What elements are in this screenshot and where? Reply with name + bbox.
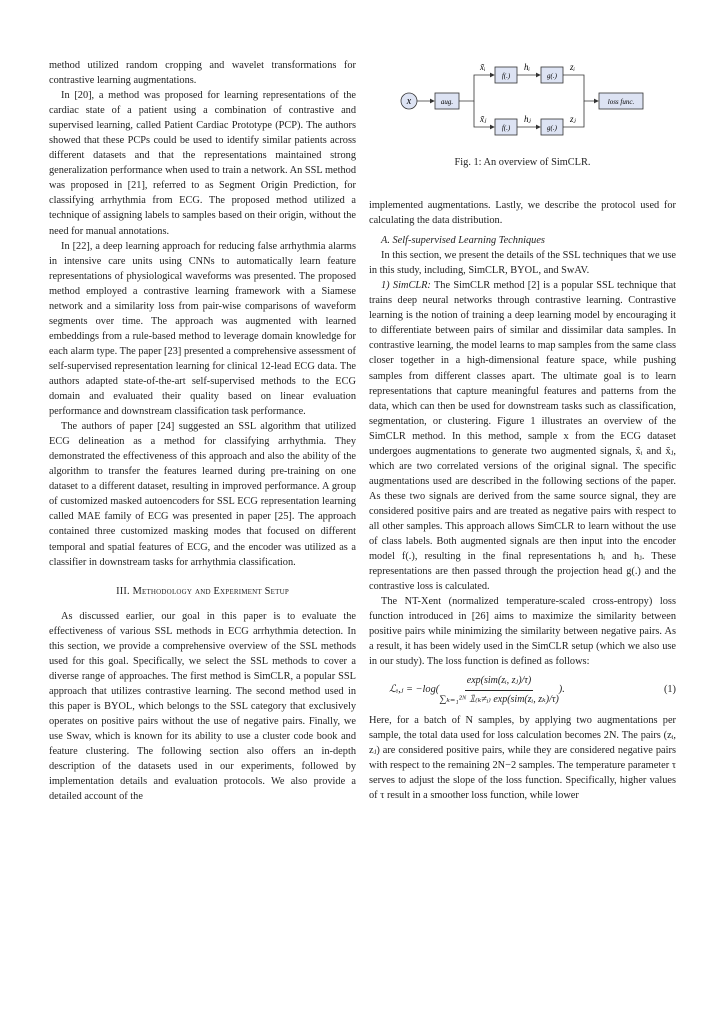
label-hi: hᵢ [524, 62, 530, 72]
equation-rhs: ). [558, 684, 565, 696]
label-xi: x̃ᵢ [480, 62, 486, 72]
aug-label: aug. [440, 98, 454, 106]
paragraph: Here, for a batch of N samples, by applying two augmentations per sample, the total data used for loss calculation becomes 2N. The pairs (zᵢ, zⱼ) are considered positive pairs, while they are considered negative pairs with respect to the remaining 2N−2 samples. The temperature parameter τ serves to adjust the slope of the loss function. Specifically, higher values of τ result in a smoother loss function, while lower [369, 714, 676, 801]
paragraph: In [22], a deep learning approach for reducing false arrhythmia alarms in intensive care units using CNNs to automatically learn feature representations of physiological waveforms was presented. The proposed method employed a contrastive learning framework with a Siamese network and a similarity loss from pair-wise comparisons of waveform segments over time. The approach was augmented with learned embeddings from a rule-based method to leverage domain knowledge for each alarm type. The paper [23] presented a comprehensive assessment of self-supervised representation learning for clinical 12-lead ECG data. The authors adapted state-of-the-art self-supervised methods to the ECG domain and evaluated their quality based on linear evaluation performance and downstream classification task performance. [49, 240, 356, 418]
svg-text:g(.): g(.) [547, 124, 557, 132]
svg-text:g(.): g(.) [547, 72, 557, 80]
input-label: x [406, 96, 412, 107]
simclr-text: The SimCLR method [2] is a popular SSL technique that trains deep neural networks through contrastive learning. Contrastive learning is the notion of training a deep learning model by encouraging it to differentiate between pairs of similar and dissimilar data samples. In contrastive learning, the model learns to map samples from the same class closer together in a high-dimensional feature space, while pushing samples from different classes apart. The ultimate goal is to learn representations that capture meaningful features and patterns from the data, which can then be used for downstream tasks such as classification, segmentation, or clustering. Figure 1 illustrates an overview of the SimCLR method. In this method, sample x from the ECG dataset undergoes augmentations to generate two augmented signals, x̃ᵢ and x̃ⱼ, which are two correlated versions of the original signal. The specific augmentations used are described in the following sections of the paper. As these two signals are derived from the same source signal, they are considered positive pairs and are treated as negative pairs with respect to all other samples. This approach allows SimCLR to learn without the use of class labels. Both augmented signals are then input into the encoder model f(.), resulting in the final representations hᵢ and hⱼ. These representations are then passed through the projection head g(.) and the contrastive loss is calculated. [369, 280, 676, 593]
equation-1 [369, 673, 676, 706]
figure-caption: Fig. 1: An overview of SimCLR. [454, 157, 591, 168]
label-xj: x̃ⱼ [480, 114, 487, 124]
paragraph: In [20], a method was proposed for learning representations of the cardiac state of a patient using a combination of contrastive and supervised learning, called Patient Cardiac Prototype (PCP). The authors showed that these PCPs could be used to identify similar patients across different datasets and that the representations maintained strong generalization performance when used to train a network. An SSL method was proposed in [21], referred to as Segment Origin Prediction, for classifying arrhythmia from ECG. The proposed method utilized a technique of assigning labels to samples based on their origin, without the need for manual annotations. [49, 90, 356, 237]
svg-text:f(.): f(.) [501, 124, 511, 132]
subsection-heading: A. Self-supervised Learning Techniques [381, 235, 545, 247]
label-zj: zⱼ [570, 114, 576, 124]
svg-text:f(.): f(.) [501, 72, 511, 80]
equation-numerator: exp(sim(zᵢ, zⱼ)/τ) [465, 673, 533, 690]
paragraph: The NT-Xent (normalized temperature-scaled cross-entropy) loss function introduced in [26] aims to maximize the similarity between positive pairs while minimizing the similarity between negative pairs. As a result, it has been widely used in the SimCLR setup (which we also use in our study). The loss function is defined as follows: [369, 596, 676, 668]
paragraph: In this section, we present the details of the SSL techniques that we use in this study, including, SimCLR, BYOL, and SwAV. [369, 250, 676, 277]
simclr-figure [389, 58, 654, 158]
label-zi: zᵢ [570, 62, 575, 72]
paragraph: As discussed earlier, our goal in this paper is to evaluate the effectiveness of various SSL methods in ECG arrhythmia detection. In this section, we provide a comprehensive overview of the SSL methods used for this goal. Specifically, we select the SSL methods to cover a diverse range of approaches. The first method is SimCLR, a popular SSL approach that utilizes contrastive learning. The second method used in this paper is BYOL, which belongs to the SSL category that exclusively operates on positive pairs without the use of negative pairs. Finally, we use Swav, which is known for its ability to use a cluster code book and feature clustering. The following section also offers an in-depth description of the datasets used in our experiments, followed by implementation details and evaluation protocols. We also provide a detailed account of the [49, 610, 356, 803]
simclr-label: 1) SimCLR: [381, 280, 431, 292]
left-column [49, 58, 356, 804]
label-hj: hⱼ [524, 114, 531, 124]
section-heading: III. Methodology and Experiment Setup [116, 585, 289, 597]
equation-denominator: ∑ₖ₌₁²ᴺ 𝟙₍ₖ≠ᵢ₎ exp(sim(zᵢ, zₖ)/τ) [439, 693, 559, 705]
equation-lhs: ℒᵢ,ⱼ = −log( [389, 684, 440, 696]
right-column [369, 198, 676, 803]
paragraph: method utilized random cropping and wavelet transformations for contrastive learning augmentations. [49, 60, 356, 87]
svg-text:loss func.: loss func. [607, 98, 635, 106]
paragraph [369, 278, 676, 594]
paragraph: implemented augmentations. Lastly, we describe the protocol used for calculating the data distribution. [369, 200, 676, 227]
equation-fraction [439, 673, 559, 706]
simclr-diagram [389, 58, 654, 158]
equation-number: (1) [663, 684, 676, 696]
paragraph: The authors of paper [24] suggested an SSL algorithm that utilized ECG delineation as a method for classifying arrhythmia. They demonstrated the effectiveness of this approach and also the ability of the algorithm to transfer the features learned during pre-training on one dataset to a different dataset, resulting in improved performance. A group of customized masked autoencoders for SSL ECG representation learning called MAE family of ECG was presented in paper [25]. The approach contained three customized masking modes that focused on different temporal and spatial features of ECG, and the encoder was utilized as a classifier in downstream tasks for arrhythmia classification. [49, 421, 356, 568]
